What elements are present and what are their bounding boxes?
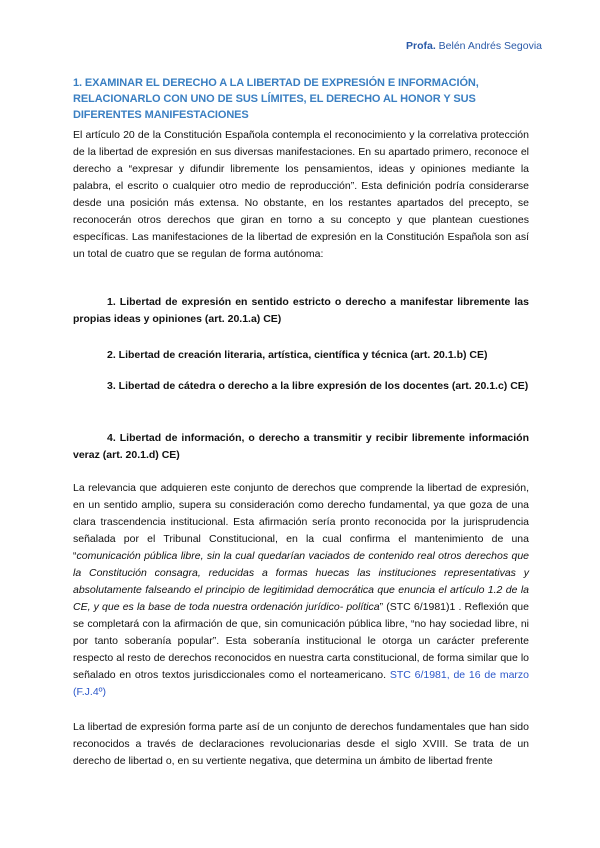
paragraph-relevance-text: La relevancia que adquieren este conjunto de derechos que comprende la libertad de expresión, en un sentido amplio, supera su consideración como derecho fundamental, ya que goza de una clara trascendencia institucional. Esta afirmación sería pronto reconocida por la jurisprudencia señalada por el Tribunal Constitucional, en la cual confirma el mantenimiento de una “ [73, 482, 529, 562]
list-item-3 [73, 378, 529, 395]
tc-quote: comunicación pública libre, sin la cual quedarían vaciados de contenido real otros derechos que la Constitución consagra, reducidas a formas huecas las instituciones representativas y absolutamente falseando el principio de legitimidad democrática que enuncia el artículo 1.2 de la CE, y que es la base de toda nuestra ordenación jurídico- política [73, 550, 529, 613]
author-name: Belén Andrés Segovia [438, 40, 542, 52]
list-item-text: 4. Libertad de información, o derecho a transmitir y recibir libremente información veraz (art. 20.1.d) CE) [73, 432, 529, 461]
list-item-1 [73, 294, 529, 328]
list-item-4 [73, 430, 529, 464]
author-header [406, 40, 542, 52]
paragraph-relevance-text-cont: ” (STC 6/1981)1 . Reflexión que se completará con la afirmación de que, sin comunicación pública libre, “no hay sociedad libre, ni por tanto soberanía popular”. Esta soberanía institucional le otorga un carácter preferente respecto al resto de derechos reconocidos en nuestra carta constitucional, de forma similar que lo señalado en otros textos jurisdiccionales como el norteamericano. [73, 601, 529, 681]
list-item-text: 2. Libertad de creación literaria, artística, científica y técnica (art. 20.1.b) CE) [107, 349, 488, 361]
list-item-text: 3. Libertad de cátedra o derecho a la libre expresión de los docentes (art. 20.1.c) CE) [107, 380, 529, 392]
paragraph-intro: El artículo 20 de la Constitución Española contempla el reconocimiento y la correlativa protección de la libertad de expresión en sus diversas manifestaciones. En su apartado primero, reconoce el derecho a “expresar y difundir libremente los pensamientos, ideas y opiniones mediante la palabra, el escrito o cualquier otro medio de reproducción”. Esta definición podría considerarse desde una posición más extensa. No obstante, en los restantes apartados del precepto, se reconocerán otros derechos que giran en torno a su concepto y que plantean cuestiones específicas. Las manifestaciones de la libertad de expresión en la Constitución Española son así un total de cuatro que se regulan de forma autónoma: [73, 129, 529, 260]
paragraph-relevance [73, 480, 529, 701]
footnote-link[interactable]: STC 6/1981, de 16 de marzo (F.J.4º) [73, 669, 529, 698]
list-item-2 [73, 347, 529, 364]
author-role: Profa. [405, 40, 436, 52]
paragraph-rights: La libertad de expresión forma parte así de un conjunto de derechos fundamentales que han sido reconocidos a través de declaraciones revolucionarias desde el siglo XVIII. Se trata de un derecho de libertad o, en su vertiente negativa, que determina un ámbito de libertad frente [73, 721, 529, 767]
section-title: 1. EXAMINAR EL DERECHO A LA LIBERTAD DE EXPRESIÓN E INFORMACIÓN, RELACIONARLO CON UNO DE SUS LÍMITES, EL DERECHO AL HONOR Y SUS DIFERENTES MANIFESTACIONES [73, 77, 479, 121]
list-item-text: 1. Libertad de expresión en sentido estricto o derecho a manifestar libremente las propias ideas y opiniones (art. 20.1.a) CE) [73, 296, 529, 325]
